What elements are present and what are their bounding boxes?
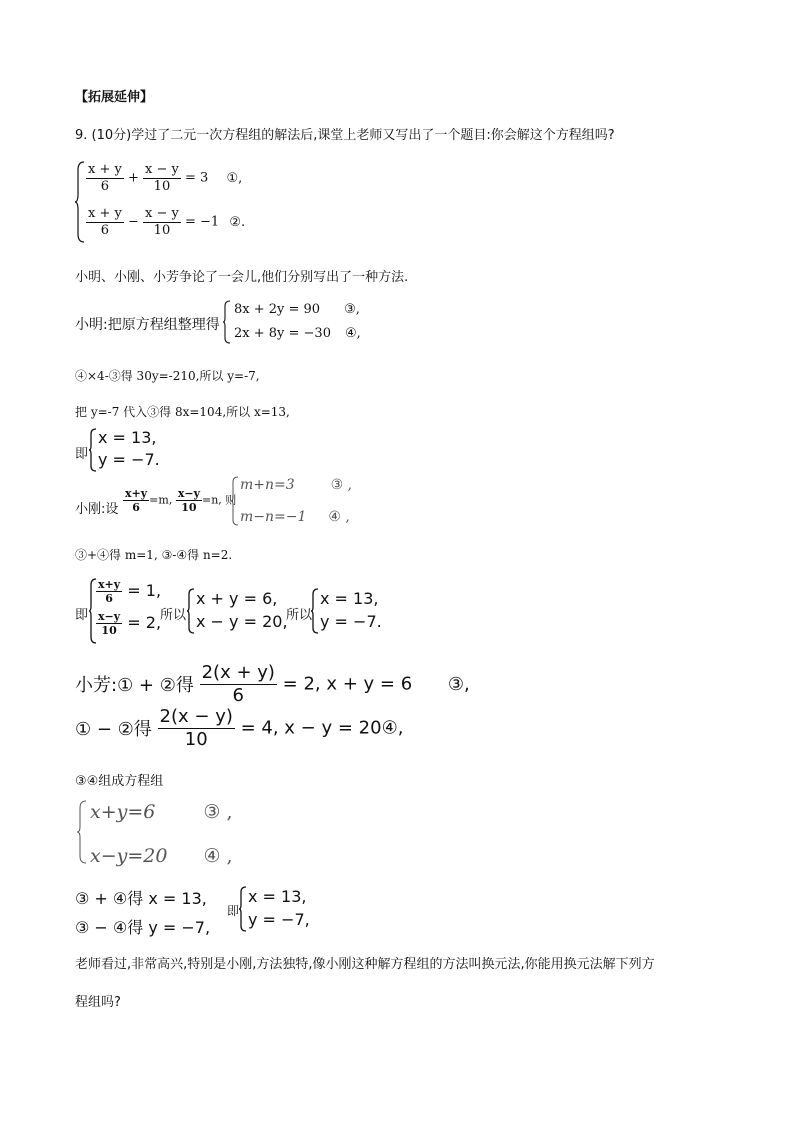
xiaofang-result-2: ③ − ④得 y = −7,: [75, 918, 211, 937]
xiaogang-sys-2: m−n=−1 ④ ,: [240, 509, 350, 525]
system-brace: [74, 160, 86, 244]
xiaogang-eq-b: $\frac{x-y}{10}$ = 2,: [98, 610, 162, 638]
xiaogang-so-1: 所以: [160, 608, 187, 623]
xiaofang-solution-brace: [238, 886, 248, 932]
xiaogang-step: ③+④得 m=1, ③-④得 n=2.: [75, 548, 233, 562]
xiaogang-brace: [230, 476, 240, 526]
conclusion-line-2: 程组吗?: [75, 995, 121, 1010]
xiaoming-eq3: 8x + 2y = 90 ③,: [234, 302, 360, 317]
xiaoming-eq4: 2x + 8y = −30 ④,: [234, 326, 361, 341]
section-header: 【拓展延伸】: [75, 90, 154, 105]
xiaogang-eq-a: $\frac{x+y}{6}$ = 1,: [98, 578, 162, 606]
xiaogang-c2: x − y = 20,: [196, 612, 288, 631]
xiaofang-brace: [76, 800, 88, 864]
xiaofang-sys-1: x+y=6 ③ ,: [90, 801, 233, 823]
xiaogang-so-2: 所以: [286, 608, 313, 623]
discussion-text: 小明、小刚、小芳争论了一会儿,他们分别写出了一种方法.: [75, 270, 409, 285]
problem-equation-2: $\frac{x + y}{6}$ − $\frac{x - y}{10}$ = −1 ②.: [88, 206, 246, 238]
xiaoming-brace: [222, 300, 232, 344]
xiaogang-substitution: $\frac{x+y}{6}$ =m, $\frac{x-y}{10}$ =n, 则: [125, 487, 237, 515]
xiaofang-combine: ③④组成方程组: [75, 774, 164, 789]
xiaoming-step-2: 把 y=-7 代入③得 8x=104,所以 x=13,: [75, 405, 290, 419]
xiaoming-solution-brace: [88, 428, 98, 472]
xiaogang-label: 小刚:设: [75, 502, 119, 517]
xiaofang-line-1: 小芳:① + ②得 $\frac{2(x + y)}{6}$ = 2, x + y = 6 ③,: [75, 662, 470, 706]
xiaogang-brace-d: [310, 588, 320, 634]
xiaofang-sol-1: x = 13,: [248, 887, 307, 906]
xiaoming-step-1: ④×4-③得 30y=-210,所以 y=-7,: [75, 369, 260, 383]
xiaofang-sys-2: x−y=20 ④ ,: [90, 845, 233, 867]
problem-equation-1: $\frac{x + y}{6}$ + $\frac{x - y}{10}$ = 3 ①,: [88, 162, 243, 194]
xiaoming-label: 小明:把原方程组整理得: [75, 317, 220, 333]
xiaogang-brace-c: [186, 588, 196, 634]
xiaofang-sol-2: y = −7,: [248, 910, 310, 929]
xiaogang-d2: y = −7.: [320, 612, 382, 631]
problem-intro: 9. (10分)学过了二元一次方程组的解法后,课堂上老师又写出了一个题目:你会解这个方程组吗?: [75, 128, 615, 143]
xiaofang-result-1: ③ + ④得 x = 13,: [75, 889, 207, 908]
xiaogang-c1: x + y = 6,: [196, 589, 278, 608]
xiaogang-sys-1: m+n=3 ③ ,: [240, 477, 353, 493]
xiaogang-prefix: 即: [75, 608, 89, 623]
xiaofang-line-2: ① − ②得 $\frac{2(x - y)}{10}$ = 4, x − y = 20④,: [75, 706, 404, 750]
xiaoming-prefix: 即: [75, 447, 89, 462]
conclusion-line-1: 老师看过,非常高兴,特别是小刚,方法独特,像小刚这种解方程组的方法叫换元法,你能用换元法解下列方: [75, 957, 655, 972]
xiaofang-prefix: 即: [227, 904, 240, 918]
xiaoming-sol-2: y = −7.: [98, 450, 160, 469]
xiaoming-sol-1: x = 13,: [98, 428, 157, 447]
xiaogang-d1: x = 13,: [320, 589, 379, 608]
